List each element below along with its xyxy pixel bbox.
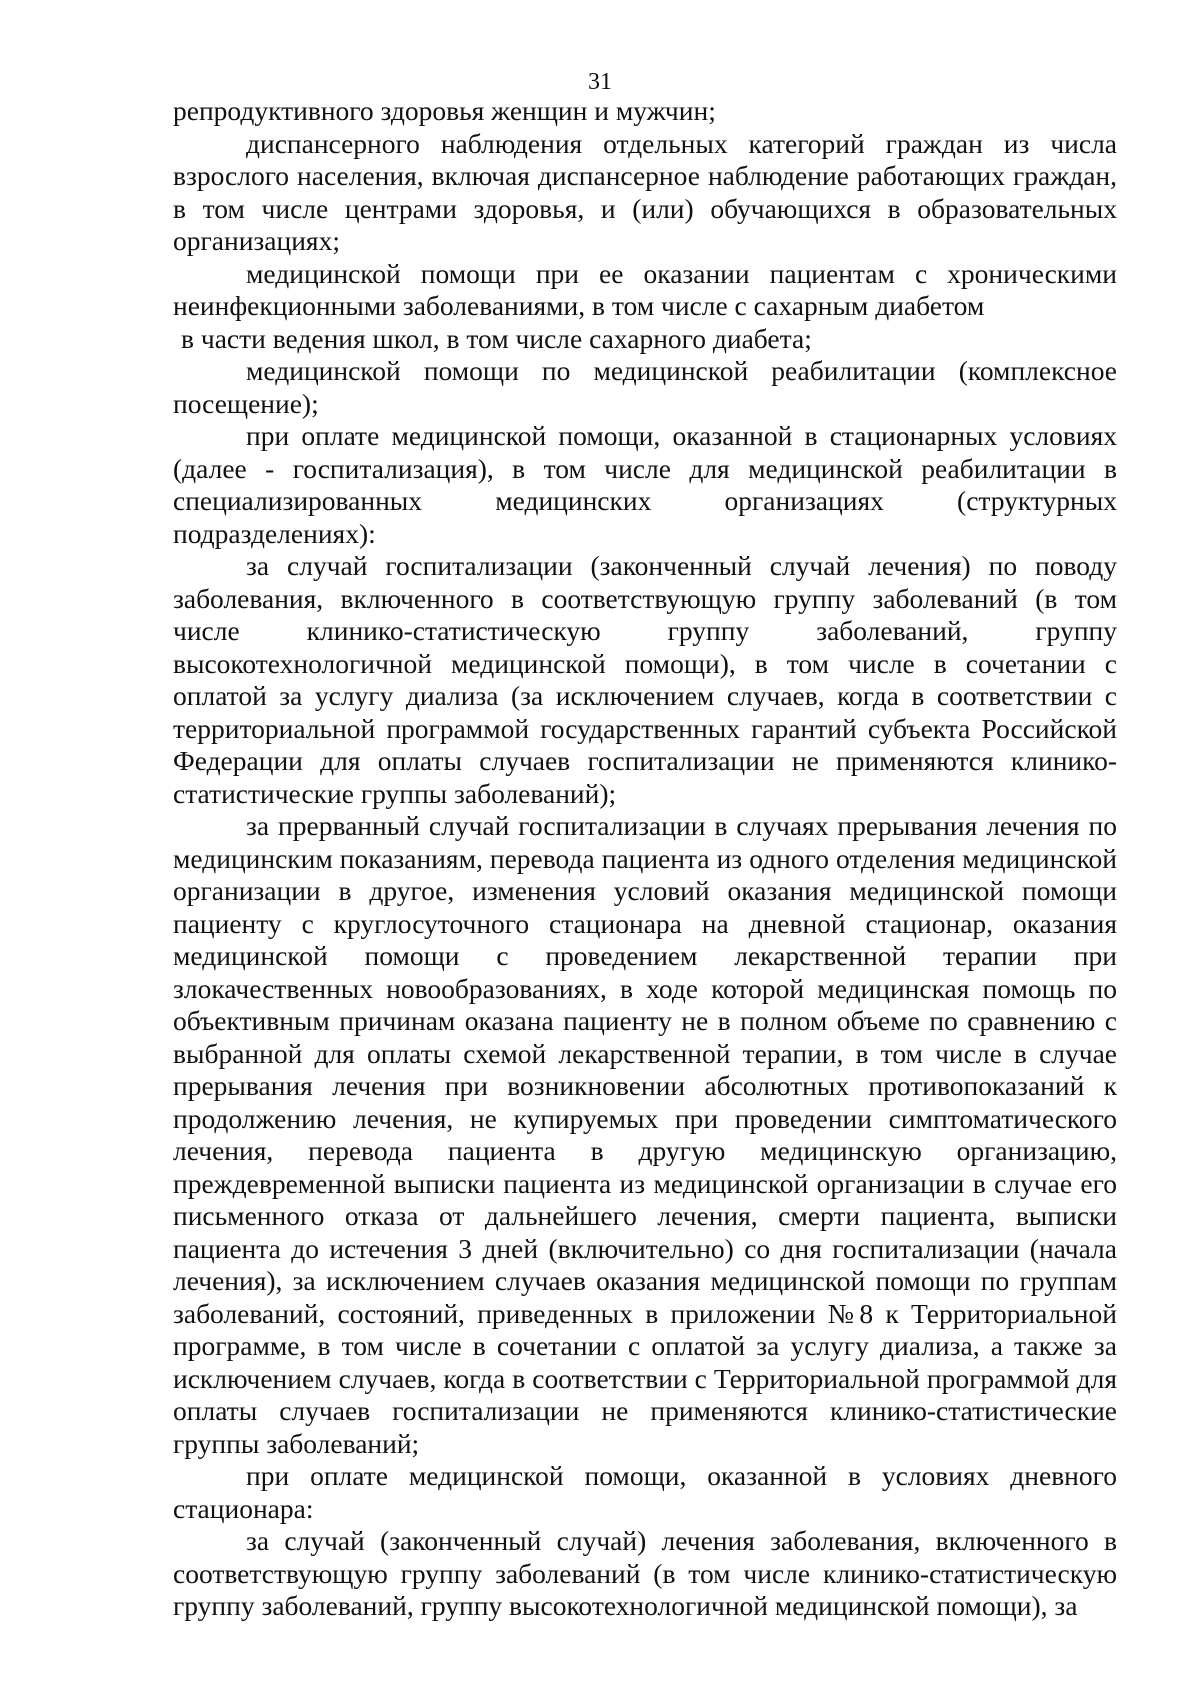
paragraph: при оплате медицинской помощи, оказанной в условиях дневного стационара: — [173, 1460, 1117, 1524]
paragraph: диспансерного наблюдения отдельных категорий граждан из числа взрослого населения, включая диспансерное наблюдение работающих граждан, в том числе центрами здоровья, и (или) обучающихся в образовательных организациях; — [173, 127, 1117, 256]
document-body — [173, 95, 1117, 1623]
paragraph: за случай госпитализации (законченный случай лечения) по поводу заболевания, включенного в соответствующую группу заболеваний (в том числе клинико-статистическую группу заболеваний, группу высокотехнологичной медицинской помощи), в том числе в сочетании с оплатой за услугу диализа (за исключением случаев, когда в соответствии с территориальной программой государственных гарантий субъекта Российской Федерации для оплаты случаев госпитализации не применяются клинико-статистические группы заболеваний); — [173, 550, 1117, 809]
paragraph: медицинской помощи при ее оказании пациентам с хроническими неинфекционными заболеваниями, в том числе с сахарным диабетом — [173, 257, 1117, 321]
paragraph: за прерванный случай госпитализации в случаях прерывания лечения по медицинским показаниям, перевода пациента из одного отделения медицинской организации в другое, изменения условий оказания медицинской помощи пациенту с круглосуточного стационара на дневной стационар, оказания медицинской помощи с проведением лекарственной терапии при злокачественных новообразованиях, в ходе которой медицинская помощь по объективным причинам оказана пациенту не в полном объеме по сравнению с выбранной для оплаты схемой лекарственной терапии, в том числе в случае прерывания лечения при возникновении абсолютных противопоказаний к продолжению лечения, не купируемых при проведении симптоматического лечения, перевода пациента в другую медицинскую организацию, преждевременной выписки пациента из медицинской организации в случае его письменного отказа от дальнейшего лечения, смерти пациента, выписки пациента до истечения 3 дней (включительно) со дня госпитализации (начала лечения), за исключением случаев оказания медицинской помощи по группам заболеваний, состояний, приведенных в приложении №8 к Территориальной программе, в том числе в сочетании с оплатой за услугу диализа, а также за исключением случаев, когда в соответствии с Территориальной программой для оплаты случаев госпитализации не применяются клинико-статистические группы заболеваний; — [173, 810, 1117, 1459]
paragraph: медицинской помощи по медицинской реабилитации (комплексное посещение); — [173, 355, 1117, 419]
paragraph-continuation — [173, 323, 1117, 356]
paragraph: репродуктивного здоровья женщин и мужчин; — [173, 95, 716, 126]
paragraph: за случай (законченный случай) лечения заболевания, включенного в соответствующую группу заболеваний (в том числе клинико-статистическую группу заболеваний, группу высокотехнологичной медицинской помощи), за — [173, 1525, 1117, 1621]
paragraph: при оплате медицинской помощи, оказанной в стационарных условиях (далее - госпитализация), в том числе для медицинской реабилитации в специализированных медицинских организациях (структурных подразделениях): — [173, 420, 1117, 549]
page-number: 31 — [588, 69, 612, 95]
paragraph-continuation-text: в части ведения школ, в том числе сахарного диабета; — [181, 322, 812, 354]
